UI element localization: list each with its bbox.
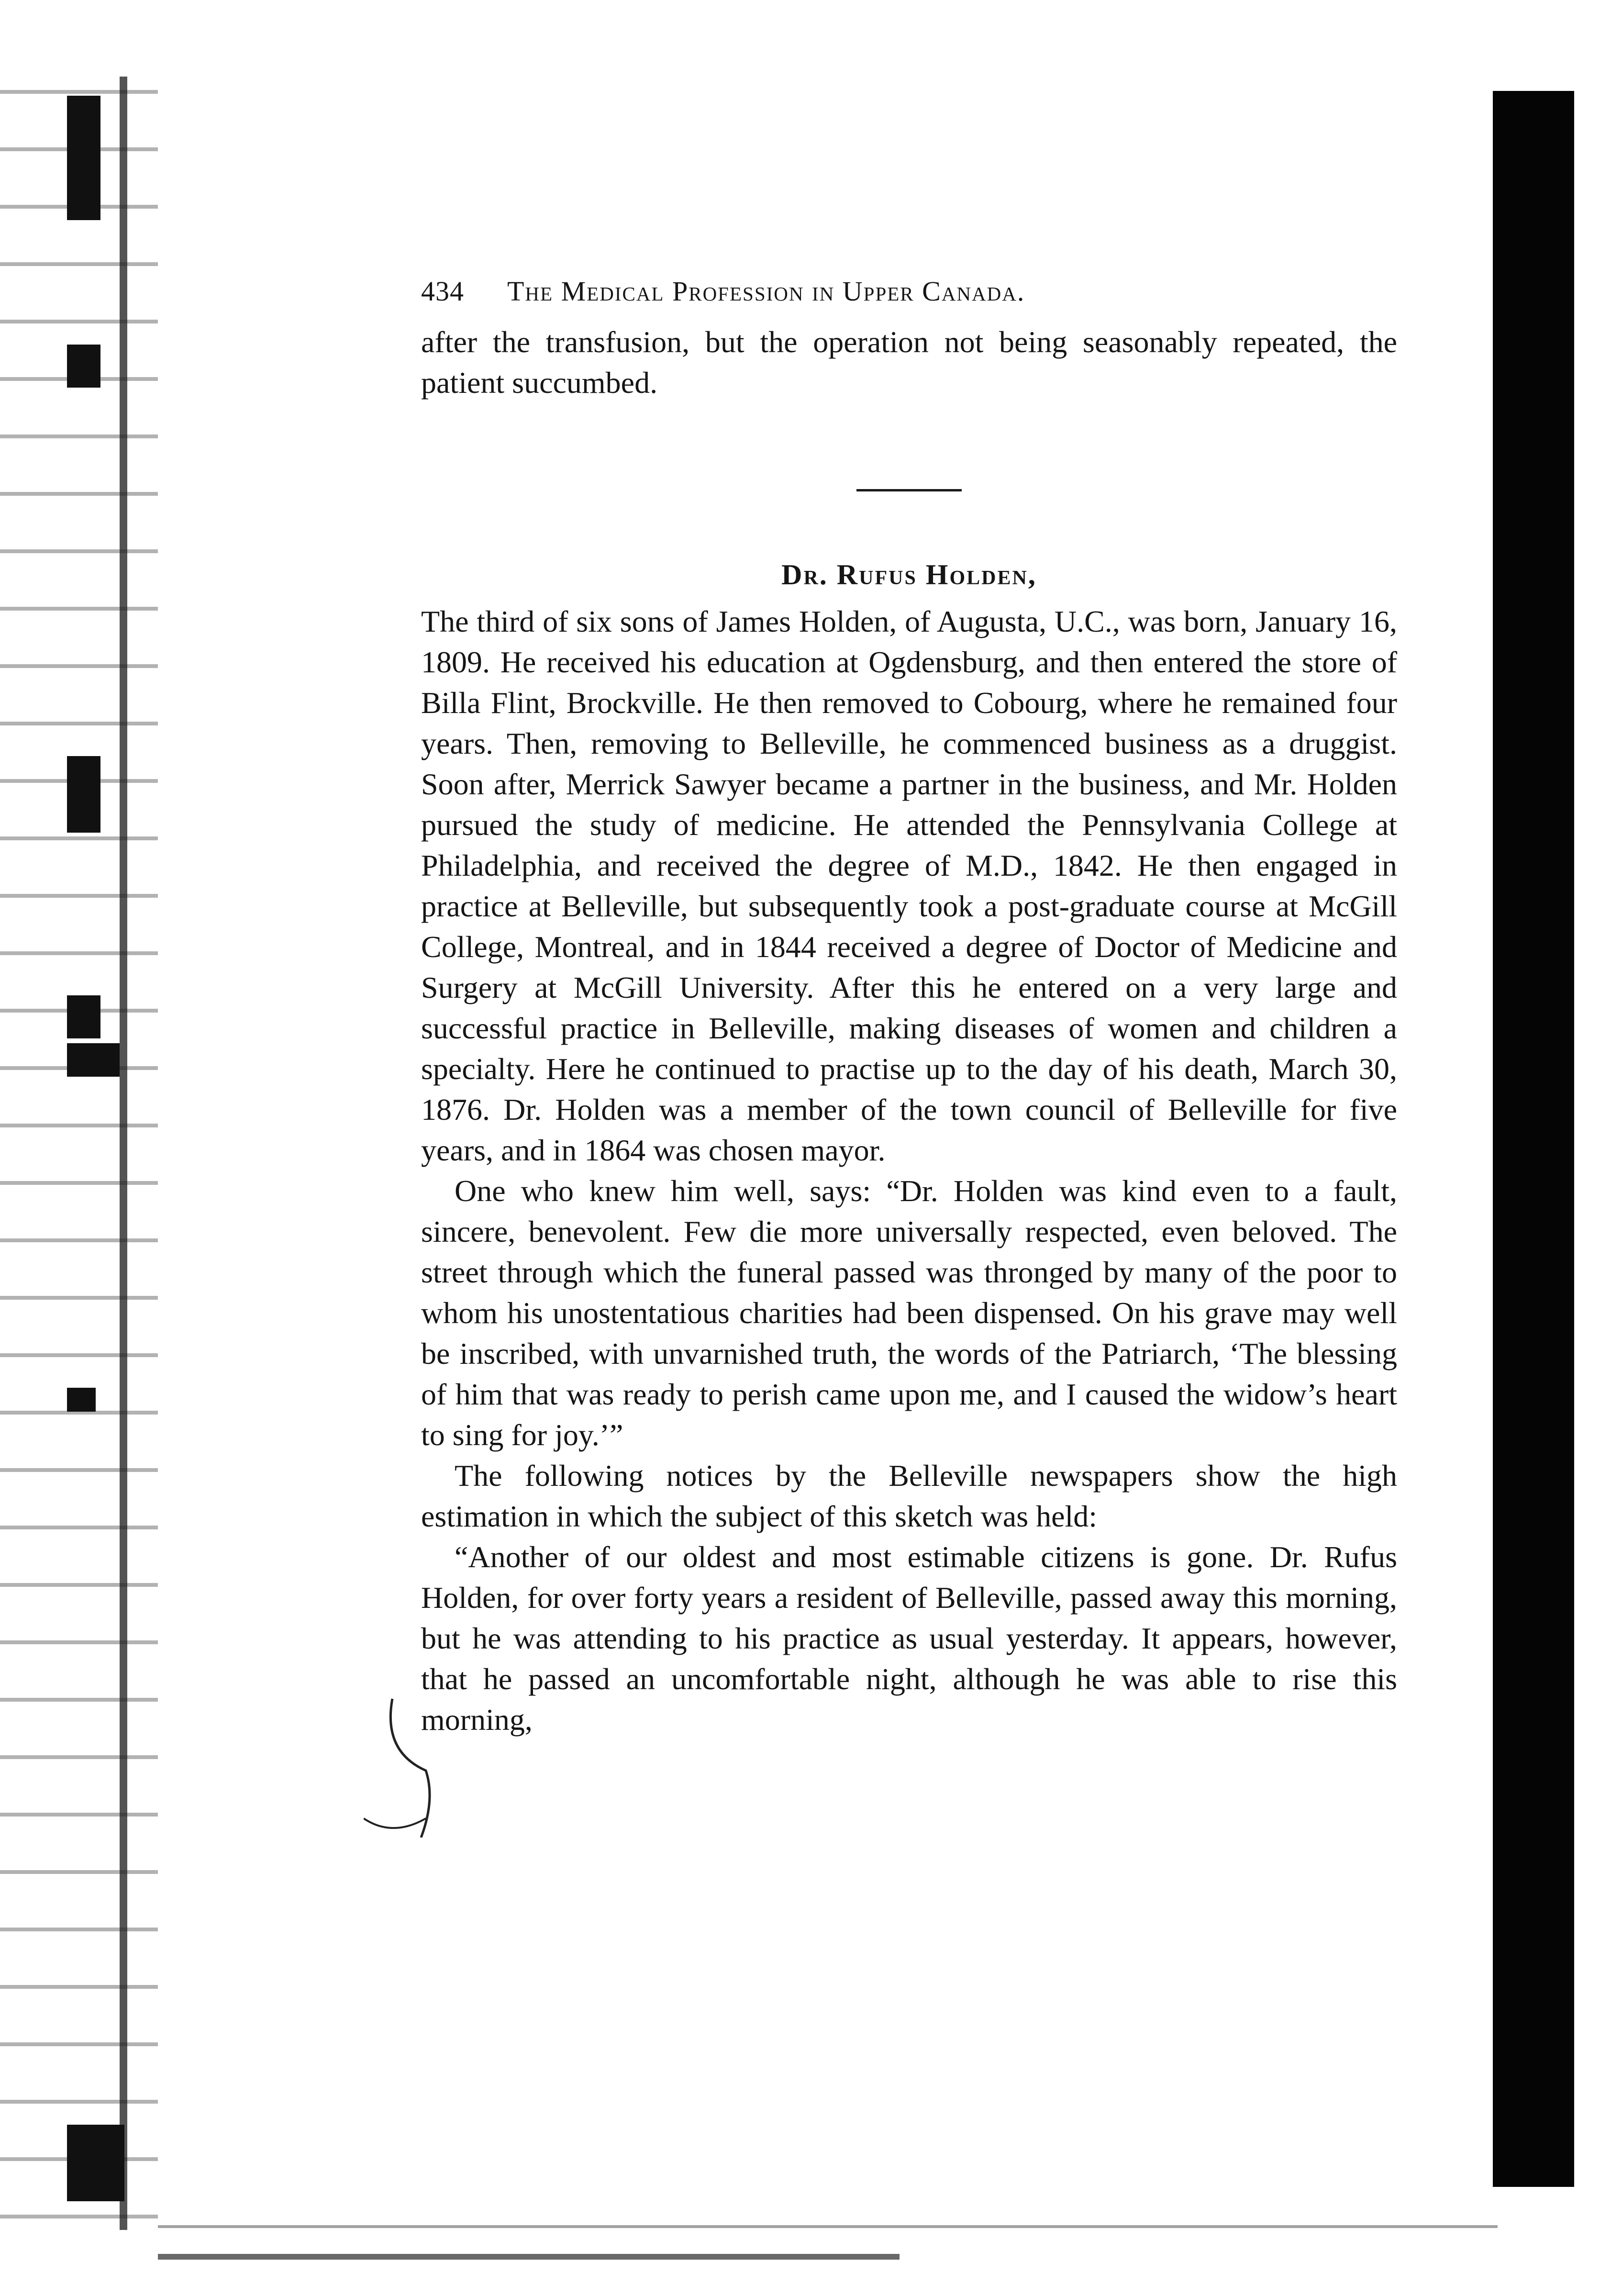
running-head (421, 275, 1397, 307)
section-body (421, 601, 1397, 1740)
biography-paragraph: The third of six sons of James Holden, of Augusta, U.C., was born, January 16, 1809. He received his education at Ogdensburg, and then entered the store of Billa Flint, Brockville. He then removed to Cobourg, where he remained four years. Then, removing to Belleville, he commenced business as a druggist. Soon after, Merrick Sawyer became a partner in the business, and Mr. Holden pursued the study of medicine. He attended the Pennsylvania College at Philadelphia, and received the degree of M.D., 1842. He then engaged in practice at Belleville, but subsequently took a post-graduate course at McGill College, Montreal, and in 1844 received a degree of Doctor of Medicine and Surgery at McGill University. After this he entered on a very large and successful practice in Belleville, making diseases of women and children a specialty. Here he continued to practise up to the day of his death, March 30, 1876. Dr. Holden was a member of the town council of Belleville for five years, and in 1864 was chosen mayor. (421, 604, 1397, 1167)
scan-binding-mark (67, 756, 100, 833)
section-divider (856, 489, 962, 491)
continuation-paragraph: after the transfusion, but the operation not being seasonably repeated, the patient succumbed. (421, 325, 1397, 400)
tribute-paragraph: One who knew him well, says: “Dr. Holden was kind even to a fault, sincere, benevolent. Few die more universally respected, even beloved. The street through which the funeral passed was thronged by many of the poor to whom his unostentatious charities had been dispensed. On his grave may well be inscribed, with unvarnished truth, the words of the Patriarch, ‘The blessing of him that was ready to perish came upon me, and I caused the widow’s heart to sing for joy.’” (421, 1174, 1397, 1452)
scan-binding-mark (67, 995, 100, 1038)
newspapers-intro-paragraph: The following notices by the Belleville newspapers show the high estimation in which the subject of this sketch was held: (421, 1459, 1397, 1533)
scan-binding-mark (67, 1388, 96, 1412)
newspaper-quote-paragraph: “Another of our oldest and most estimable citizens is gone. Dr. Rufus Holden, for over forty years a resident of Belleville, passed away this morning, but he was attending to his practice as usual yesterday. It appears, however, that he passed an uncomfortable night, although he was able to rise this morning, (421, 1540, 1397, 1737)
scan-binding-mark (67, 2125, 124, 2201)
page-number: 434 (421, 276, 464, 307)
scan-bottom-edge (158, 2225, 1498, 2228)
scan-bottom-rule (158, 2254, 900, 2260)
section-heading: Dr. Rufus Holden, (781, 559, 1037, 591)
scan-binding-mark (67, 96, 100, 220)
scan-right-edge-bar (1493, 91, 1574, 2187)
continuation-text (421, 322, 1397, 403)
page-content (421, 275, 1397, 1740)
scan-binding-shadow (0, 72, 158, 2225)
scan-binding-mark (67, 345, 100, 388)
scan-binding-rule (120, 77, 127, 2230)
scan-binding-mark (67, 1043, 120, 1077)
running-head-title: The Medical Profession in Upper Canada. (507, 276, 1025, 307)
